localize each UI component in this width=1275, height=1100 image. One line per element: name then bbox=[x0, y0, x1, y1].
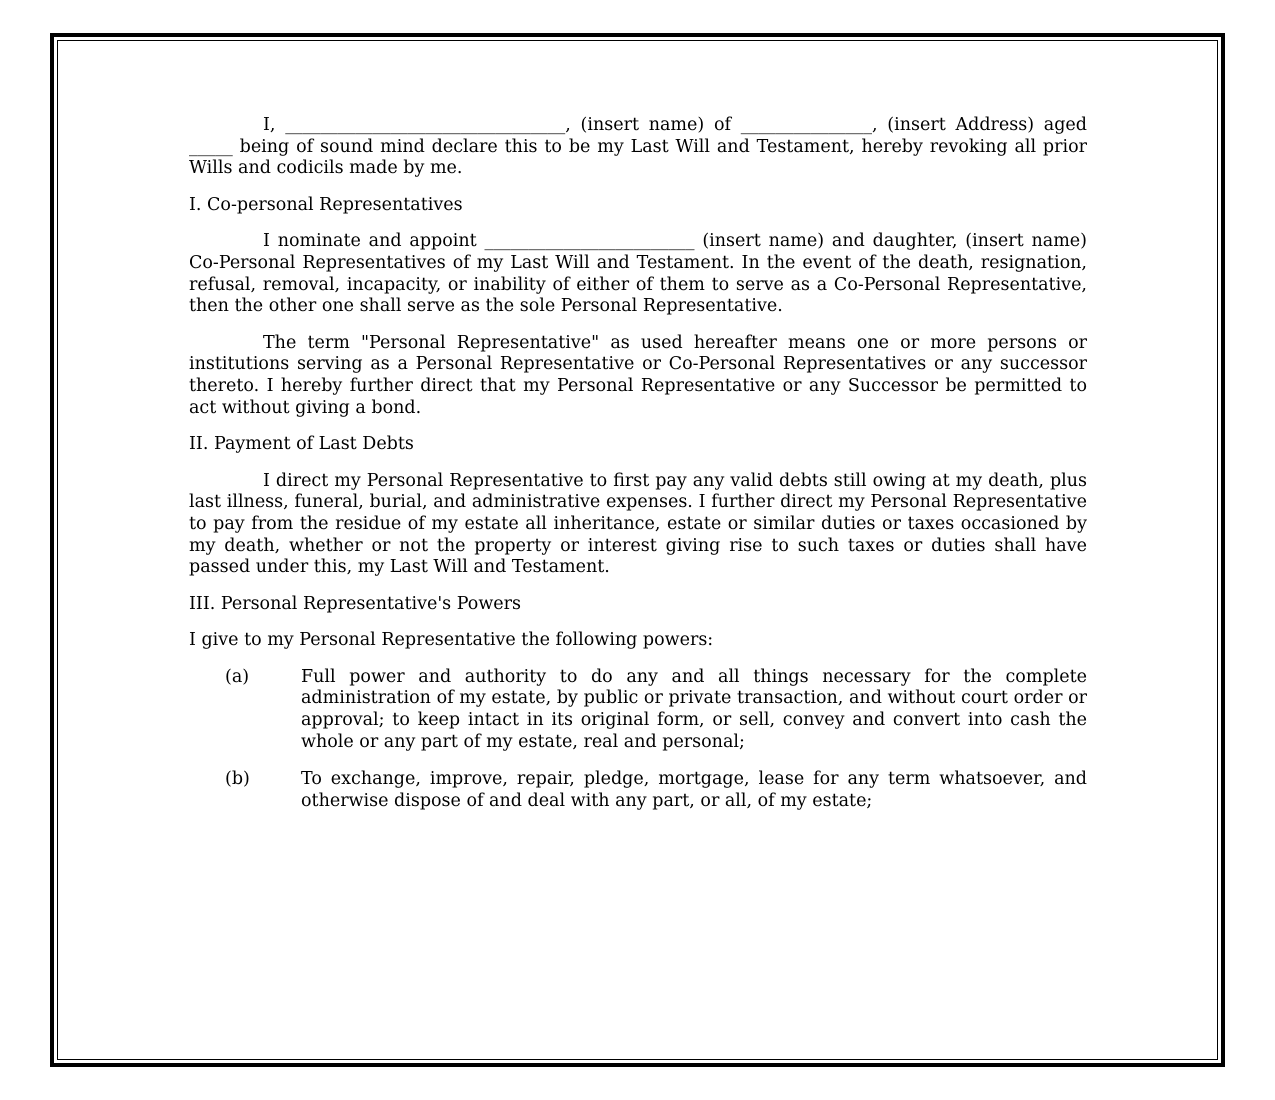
section-heading-co-personal-representatives: I. Co-personal Representatives bbox=[189, 194, 463, 215]
power-item-text: Full power and authority to do any and all things necessary for the complete administration of my estate, by public or private transaction, and without court order or approval; to keep intact in its original form, or sell, convey and convert into cash the whole or any part of my estate, real and personal; bbox=[301, 666, 1087, 752]
appointment-paragraph: I nominate and appoint ________________________ (insert name) and daughter, (insert name) Co-Personal Representatives of my Last Will and Testament. In the event of the death, resignation, refusal, removal, incapacity, or inability of either of them to serve as a Co-Personal Representative, then the other one shall serve as the sole Personal Representative. bbox=[189, 231, 1087, 317]
power-item bbox=[189, 769, 1087, 812]
powers-intro: I give to my Personal Representative the following powers: bbox=[189, 630, 714, 651]
section-heading-payment-of-last-debts: II. Payment of Last Debts bbox=[189, 434, 414, 455]
intro-paragraph: I, ________________________________, (insert name) of _______________, (insert Address) aged _____ being of sound mind declare this to be my Last Will and Testament, hereby revoking all prior Wills and codicils made by me. bbox=[189, 115, 1087, 179]
power-item-label: (b) bbox=[225, 769, 250, 790]
power-item bbox=[189, 667, 1087, 753]
definition-paragraph: The term "Personal Representative" as used hereafter means one or more persons or institutions serving as a Personal Representative or Co-Personal Representatives or any successor thereto. I hereby further direct that my Personal Representative or any Successor be permitted to act without giving a bond. bbox=[189, 332, 1087, 418]
power-item-text: To exchange, improve, repair, pledge, mortgage, lease for any term whatsoever, and otherwise dispose of and deal with any part, or all, of my estate; bbox=[301, 769, 1087, 811]
debts-paragraph: I direct my Personal Representative to first pay any valid debts still owing at my death, plus last illness, funeral, burial, and administrative expenses. I further direct my Personal Representative to pay from the residue of my estate all inheritance, estate or similar duties or taxes occasioned by my death, whether or not the property or interest giving rise to such taxes or duties shall have passed under this, my Last Will and Testament. bbox=[189, 470, 1087, 578]
section-heading-representative-powers: III. Personal Representative's Powers bbox=[189, 593, 521, 614]
will-document-body bbox=[189, 115, 1087, 828]
power-item-label: (a) bbox=[225, 666, 250, 687]
